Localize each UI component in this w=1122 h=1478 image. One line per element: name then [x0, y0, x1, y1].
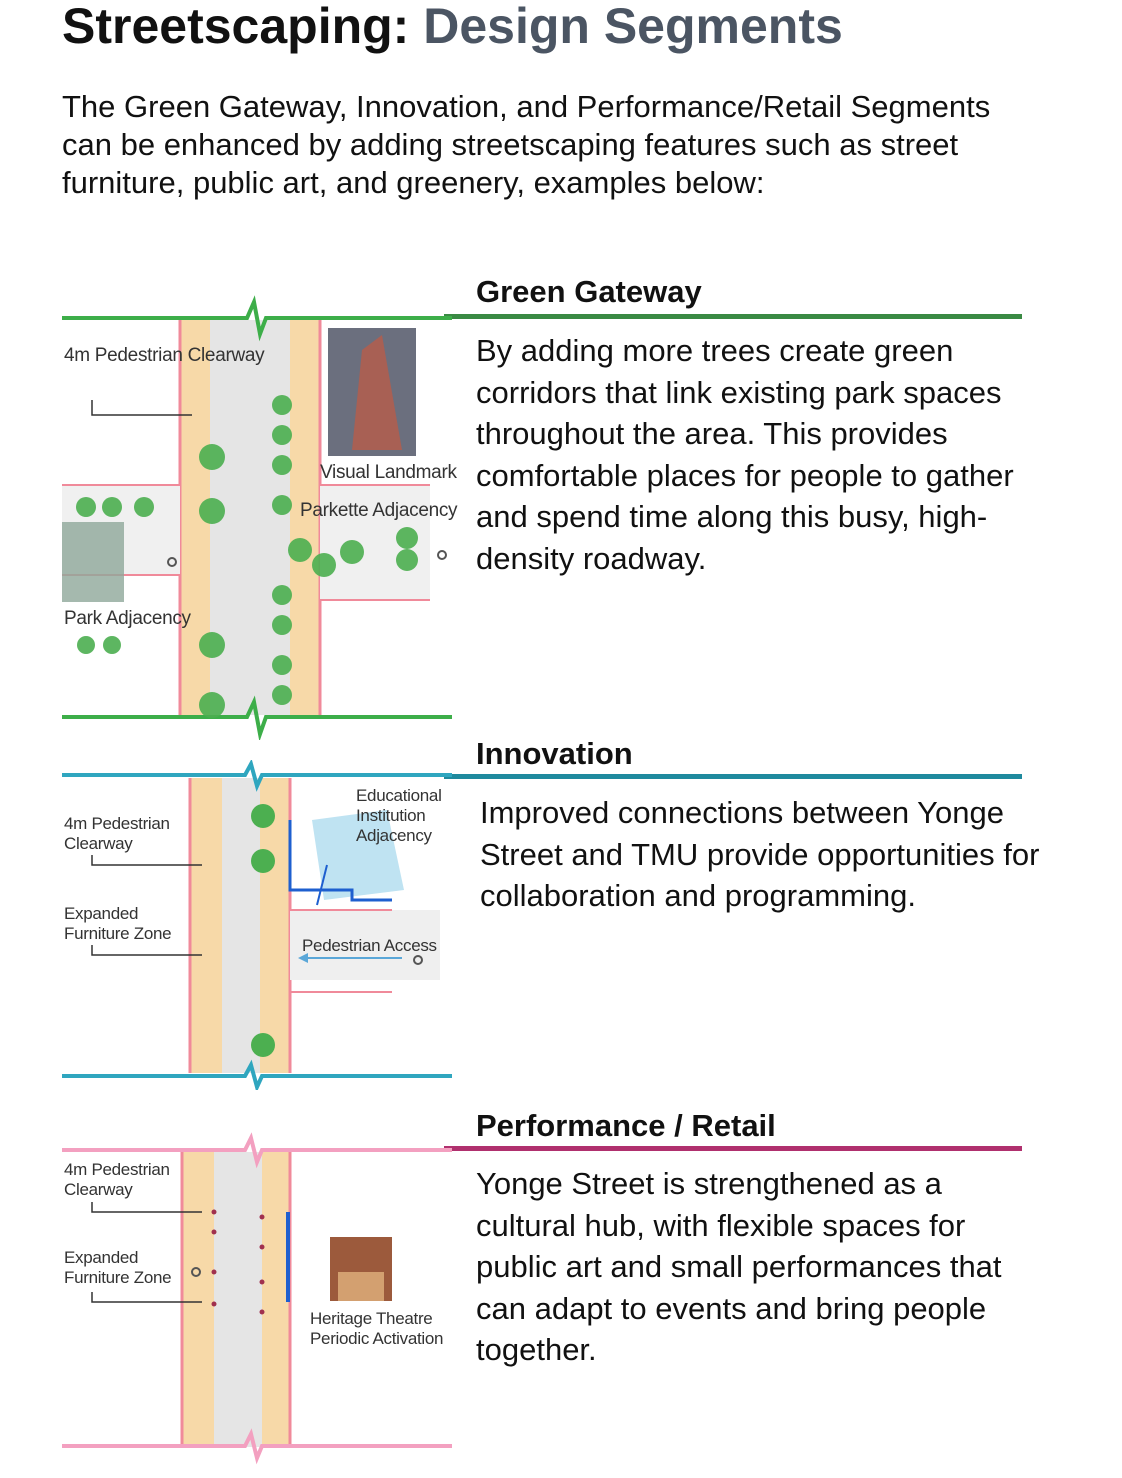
top-boundary-teal	[62, 764, 452, 786]
top-boundary-pink	[62, 1138, 452, 1162]
section-body-performance: Yonge Street is strengthened as a cultural hub, with flexible spaces for public art and small performances that can adapt to events and bring people together.	[476, 1166, 1002, 1367]
label-clearway-performance	[64, 1160, 182, 1200]
clearway-text: 4m Pedestrian Clearway	[64, 814, 170, 853]
section-rule-magenta	[444, 1146, 1022, 1151]
label-visual-landmark: Visual Landmark	[320, 462, 457, 483]
label-heritage-1: Heritage Theatre	[310, 1309, 433, 1328]
section-title-performance: Performance / Retail	[476, 1108, 776, 1143]
label-parkette: Parkette Adjacency	[300, 500, 458, 521]
page-title-accent: Design Segments	[423, 0, 843, 54]
park-photo	[62, 522, 124, 602]
section-title-innovation: Innovation	[476, 736, 633, 771]
section-body-innovation: Improved connections between Yonge Street and TMU provide opportunities for collaboration and programming.	[480, 795, 1040, 913]
section-rule-teal	[444, 774, 1022, 779]
page-title	[62, 0, 843, 52]
label-education	[356, 786, 452, 846]
furniture-text: Expanded Furniture Zone	[64, 904, 172, 943]
education-text: Educational Institution Adjacency	[356, 786, 442, 845]
green-gateway-diagram	[62, 290, 458, 740]
intro-paragraph: The Green Gateway, Innovation, and Performance/Retail Segments can be enhanced by adding streetscaping features such as street furniture, public art, and greenery, examples below:	[62, 89, 991, 200]
furniture-text: Expanded Furniture Zone	[64, 1248, 172, 1287]
label-park-adjacency: Park Adjacency	[64, 608, 191, 629]
clearway-text: 4m Pedestrian Clearway	[64, 1160, 170, 1199]
page-title-main: Streetscaping:	[62, 0, 410, 54]
label-pedestrian-access: Pedestrian Access	[302, 936, 437, 955]
innovation-diagram	[62, 760, 452, 1090]
label-clearway-innovation	[64, 814, 182, 854]
section-title-green-gateway: Green Gateway	[476, 274, 702, 309]
section-rule-green	[444, 314, 1022, 319]
label-heritage-2: Periodic Activation	[310, 1329, 444, 1348]
performance-diagram	[62, 1132, 452, 1467]
section-body-green-gateway: By adding more trees create green corridors that link existing park spaces throughout the area. This provides comfortable places for people to gather and spend time along this busy, high-density roadway.	[476, 333, 1014, 576]
label-furniture-innovation	[64, 904, 184, 944]
label-clearway-green: 4m Pedestrian Clearway	[64, 345, 265, 366]
label-furniture-performance	[64, 1248, 184, 1288]
